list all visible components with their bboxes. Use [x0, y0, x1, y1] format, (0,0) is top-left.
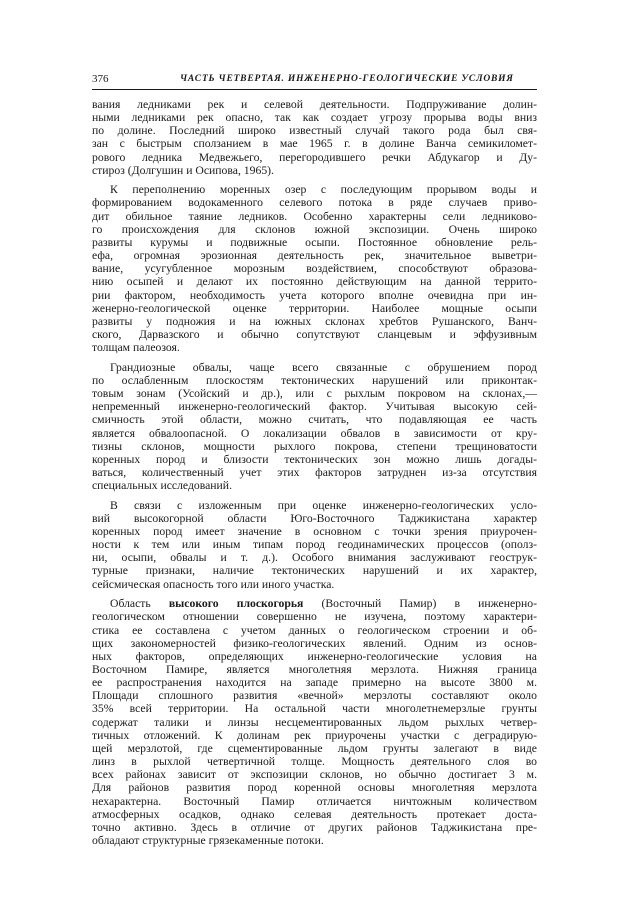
body-text: [92, 98, 537, 854]
text-line: ефа, огромная эрозионная деятельность рек, значительное выветри-: [92, 249, 537, 263]
text-line: атмосферных осадков, однако селевая деятельность протекает доста-: [92, 807, 537, 821]
text-line: рового ледника Медвежьего, перегородившего речки Абдукагор и Ду-: [92, 150, 537, 164]
text-line: линз в рыхлой четвертичной толще. Мощность деятельного слоя во: [92, 755, 537, 769]
text-line: товым зонам (Усойский и др.), или с рыхлым покровом на склонах,—: [92, 387, 537, 401]
text-line: нехарактерна. Восточный Памир отличается ничтожным количеством: [92, 794, 537, 808]
paragraph: [92, 499, 537, 591]
text-line: Восточном Памире, является многолетняя мерзлота. Нижняя граница: [92, 662, 537, 676]
text-line: непременный инженерно-геологический фактор. Учитывая высокую сей-: [92, 400, 537, 414]
text-line: женерно-геологической оценке территории. Наиболее мощные осыпи: [92, 301, 537, 315]
text-line: стироз (Долгушин и Осипова, 1965).: [92, 163, 274, 177]
text-line: является обвалоопасной. О локализации обвалов в зависимости от кру-: [92, 426, 537, 440]
text-line: дит обильное таяние ледников. Особенно характерны сели ледниково-: [92, 209, 537, 223]
paragraph: [92, 183, 537, 354]
text-line: К переполнению моренных озер с последующим прорывом воды и: [110, 183, 537, 197]
text-line: ваться, количественный учет этих факторов затруднен из-за отсутствия: [92, 466, 537, 479]
text-line: толщам палеозоя.: [92, 341, 180, 355]
text-line: тичных отложений. К долинам рек приурочены участки с деградирую-: [92, 728, 537, 742]
paragraph: [92, 361, 537, 493]
text-line: коренных пород и близости тектонических зон можно лишь догады-: [92, 452, 537, 466]
text-line: 35% всей территории. На остальной части многолетнемерзлые грунты: [92, 702, 537, 716]
text-line: вий высокогорной области Юго-Восточного Таджикистана характер: [92, 511, 537, 525]
text-line: ных факторов, определяющих инженерно-геологические условия на: [92, 649, 537, 663]
text-line: щей мерзлотой, где сцементированные льдом грунты залегают в виде: [92, 741, 537, 755]
text-line: сейсмическая опасность того или иного участка.: [92, 577, 335, 591]
text-line: точно активно. Здесь в отличие от других районов Таджикистана пре-: [92, 820, 537, 834]
text-line: смичность этой области, можно считать, что подавляющая ее часть: [92, 413, 537, 427]
page-number: 376: [92, 73, 109, 85]
text-line: стика ее составлена с учетом данных о геологическом строении и об-: [92, 623, 537, 637]
text-line: ными ледниками рек опасно, так как создает угрозу прорыва воды вниз: [92, 111, 537, 125]
text-line: Площади сплошного развития «вечной» мерзлоты составляют около: [92, 689, 537, 703]
text-line: по долине. Последний широко известный случай такого рода был свя-: [92, 124, 537, 138]
text-line: геологическом отношении совершенно не изучена, поэтому характери-: [92, 610, 537, 624]
text-line: обладают структурные грязекаменные потоки.: [92, 834, 324, 847]
text-line: вания ледниками рек и селевой деятельности. Подпруживание долин-: [92, 98, 537, 111]
text-line: Для районов развития пород коренной основы многолетняя мерзлота: [92, 781, 537, 795]
header-rule: [92, 89, 537, 90]
text-line: Грандиозные обвалы, чаще всего связанные с обрушением пород: [110, 360, 537, 374]
text-line: щих закономерностей физико-геологических явлений. Одним из основ-: [92, 636, 537, 650]
text-line: го происхождения для склонов южной экспозиции. Очень широко: [92, 222, 537, 236]
emphasized-term: высокого плоскогорья: [168, 597, 304, 611]
text-line: зан с быстрым сползанием в мае 1965 г. в долине Ванча семикиломет-: [92, 137, 537, 151]
text-line: по ослабленным плоскостям тектонических нарушений или приконтак-: [92, 373, 537, 387]
text-line: специальных исследований.: [92, 479, 232, 493]
text-line: содержат талики и линзы несцементированных льдом рыхлых четвер-: [92, 715, 537, 729]
text-line: развиты курумы и подвижные осыпи. Постоянное обновление рель-: [92, 235, 537, 249]
text-line: Область высокого плоскогорья (Восточный Памир) в инженерно-: [110, 597, 537, 611]
text-line: тизны склонов, мощности рыхлого покрова, степени трещиноватости: [92, 439, 537, 453]
text-line: ности к тем или иным типам пород геодинамических процессов (ополз-: [92, 538, 537, 552]
text-line: развиты у подножия и на южных склонах хребтов Рушанского, Ванч-: [92, 314, 537, 328]
text-line: коренных пород имеет значение в основном с точки зрения приурочен-: [92, 525, 537, 539]
paragraph: [92, 597, 537, 847]
page-header: [92, 73, 537, 87]
text-line: всех районах зависит от экспозиции склонов, но обычно достигает 3 м.: [92, 768, 537, 782]
text-line: ского, Дарвазского и обычно сопутствуют сланцевым и эффузивным: [92, 328, 537, 342]
text-line: рии фактором, необходимость учета которого вполне очевидна при ин-: [92, 288, 537, 302]
running-title: ЧАСТЬ ЧЕТВЕРТАЯ. ИНЖЕНЕРНО-ГЕОЛОГИЧЕСКИЕ УСЛОВИЯ: [180, 74, 514, 84]
text-line: ни, осыпи, обвалы и т. д.). Особого внимания заслуживают геострук-: [92, 551, 537, 565]
text-line: нию осыпей и делают их постоянно действующим на данной террито-: [92, 275, 537, 289]
paragraph: [92, 98, 537, 177]
text-line: вание, усугубленное морозным воздействием, способствуют образова-: [92, 262, 537, 276]
text-line: турные признаки, наличие тектонических нарушений и их характер,: [92, 564, 537, 578]
text-line: формированием водокаменного селевого потока в ряде случаев приво-: [92, 196, 537, 210]
text-line: ее распространения находится на западе примерно на высоте 3800 м.: [92, 676, 537, 690]
text-line: В связи с изложенным при оценке инженерно-геологических усло-: [110, 498, 537, 512]
